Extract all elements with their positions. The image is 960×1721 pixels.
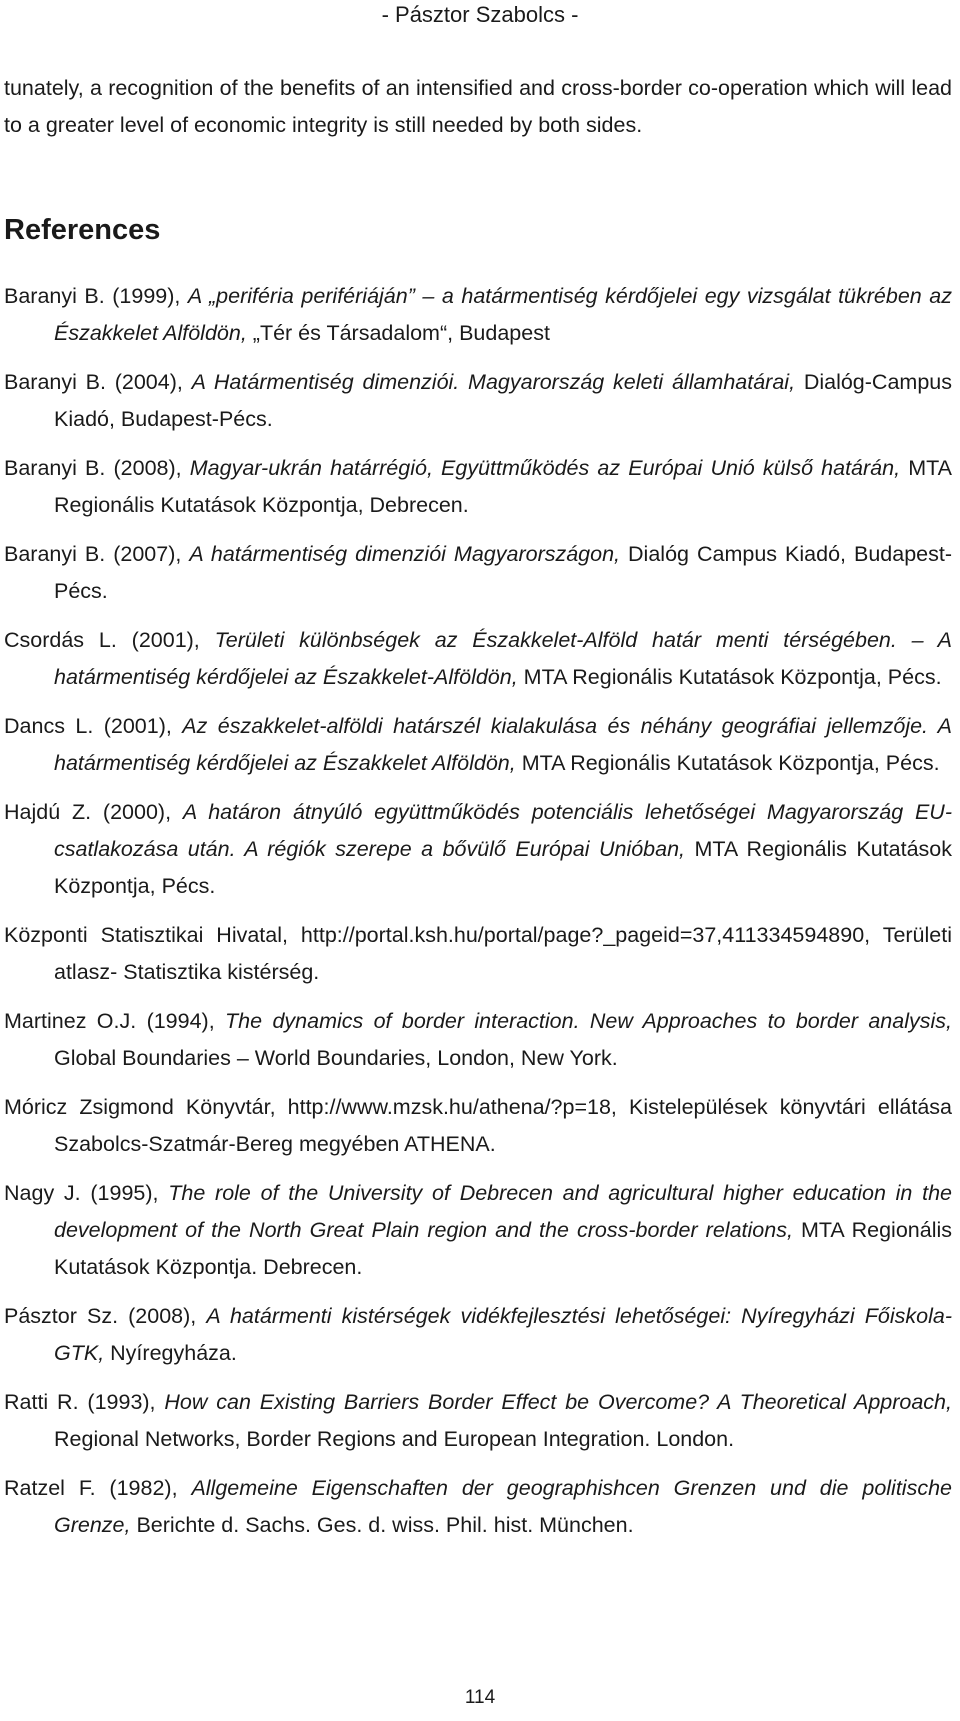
ref-author: Nagy J. (1995),	[4, 1181, 169, 1205]
ref-author: Móricz Zsigmond Könyvtár, http://www.mzsk.hu/athena/?p=18, Kistelepülések könyvtári ellátása Szabolcs-Szatmár-Bereg megyében ATHENA.	[4, 1095, 952, 1156]
ref-author: Baranyi B. (2007),	[4, 542, 190, 566]
ref-publisher: Global Boundaries – World Boundaries, London, New York.	[54, 1046, 618, 1070]
page-content	[4, 70, 952, 1556]
ref-publisher: MTA Regionális Kutatások Központja. Debrecen.	[54, 1218, 953, 1279]
reference-item	[4, 708, 952, 782]
reference-item	[4, 1175, 952, 1286]
reference-item	[4, 278, 952, 352]
reference-item	[4, 1089, 952, 1163]
ref-author: Martinez O.J. (1994),	[4, 1009, 226, 1033]
ref-publisher: Nyíregyháza.	[110, 1341, 237, 1365]
ref-title: A Határmentiség dimenziói. Magyarország keleti államhatárai,	[191, 370, 804, 394]
reference-item	[4, 794, 952, 905]
ref-title: A „periféria perifériáján” – a határmentiség kérdőjelei egy vizsgálat tükrében az Északkelet Alföldön,	[54, 284, 952, 345]
references-heading: References	[4, 214, 161, 246]
reference-item	[4, 1003, 952, 1077]
ref-publisher: MTA Regionális Kutatások Központja, Pécs.	[523, 665, 942, 689]
reference-item	[4, 536, 952, 610]
intro-paragraph: tunately, a recognition of the benefits of an intensified and cross-border co-operation which will lead to a greater level of economic integrity is still needed by both sides.	[4, 76, 952, 137]
ref-author: Csordás L. (2001),	[4, 628, 215, 652]
ref-title: A határon átnyúló együttműködés potenciális lehetőségei Magyarország EU-csatlakozása után. A régiók szerepe a bővülő Európai Unióban,	[54, 800, 952, 861]
ref-title: The role of the University of Debrecen and agricultural higher education in the development of the North Great Plain region and the cross-border relations,	[54, 1181, 952, 1242]
ref-title: The dynamics of border interaction. New Approaches to border analysis,	[225, 1009, 952, 1033]
running-header: - Pásztor Szabolcs -	[381, 2, 579, 27]
ref-author: Ratti R. (1993),	[4, 1390, 165, 1414]
ref-publisher: „Tér és Társadalom“, Budapest	[252, 321, 550, 345]
ref-title: A határmentiség dimenziói Magyarországon,	[189, 542, 629, 566]
ref-author: Pásztor Sz. (2008),	[4, 1304, 207, 1328]
reference-item	[4, 450, 952, 524]
ref-publisher: MTA Regionális Kutatások Központja, Debrecen.	[54, 456, 952, 517]
reference-item	[4, 1384, 952, 1458]
ref-author: Baranyi B. (2008),	[4, 456, 190, 480]
ref-author: Baranyi B. (1999),	[4, 284, 188, 308]
ref-title: Allgemeine Eigenschaften der geographishcen Grenzen und die politische Grenze,	[54, 1476, 952, 1537]
ref-publisher: Dialóg Campus Kiadó, Budapest-Pécs.	[54, 542, 952, 603]
ref-title: Magyar-ukrán határrégió, Együttműködés az Európai Unió külső határán,	[189, 456, 909, 480]
reference-item	[4, 1298, 952, 1372]
ref-author: Hajdú Z. (2000),	[4, 800, 183, 824]
reference-item	[4, 917, 952, 991]
ref-title: Az északkelet-alföldi határszél kialakulása és néhány geográfiai jellemzője. A határmentiség kérdőjelei az Északkelet Alföldön,	[54, 714, 952, 775]
reference-item	[4, 1470, 952, 1544]
page-number: 114	[464, 1687, 496, 1708]
ref-publisher: MTA Regionális Kutatások Központja, Pécs.	[521, 751, 940, 775]
ref-author: Központi Statisztikai Hivatal, http://portal.ksh.hu/portal/page?_pageid=37,411334594890, Területi atlasz- Statisztika kistérség.	[4, 923, 952, 984]
ref-title: Területi különbségek az Északkelet-Alföld határ menti térségében. – A határmentiség kérdőjelei az Északkelet-Alföldön,	[54, 628, 953, 689]
ref-publisher: Berichte d. Sachs. Ges. d. wiss. Phil. hist. München.	[136, 1513, 634, 1537]
ref-author: Baranyi B. (2004),	[4, 370, 192, 394]
ref-title: A határmenti kistérségek vidékfejlesztési lehetőségei: Nyíregyházi Főiskola- GTK,	[54, 1304, 952, 1365]
reference-list	[4, 278, 952, 1544]
ref-author: Ratzel F. (1982),	[4, 1476, 192, 1500]
reference-item	[4, 364, 952, 438]
ref-title: How can Existing Barriers Border Effect be Overcome? A Theoretical Approach,	[164, 1390, 952, 1414]
ref-publisher: MTA Regionális Kutatások Központja, Pécs.	[54, 837, 953, 898]
reference-item	[4, 622, 952, 696]
ref-publisher: Dialóg-Campus Kiadó, Budapest-Pécs.	[54, 370, 952, 431]
ref-publisher: Regional Networks, Border Regions and European Integration. London.	[54, 1427, 735, 1451]
ref-author: Dancs L. (2001),	[4, 714, 183, 738]
